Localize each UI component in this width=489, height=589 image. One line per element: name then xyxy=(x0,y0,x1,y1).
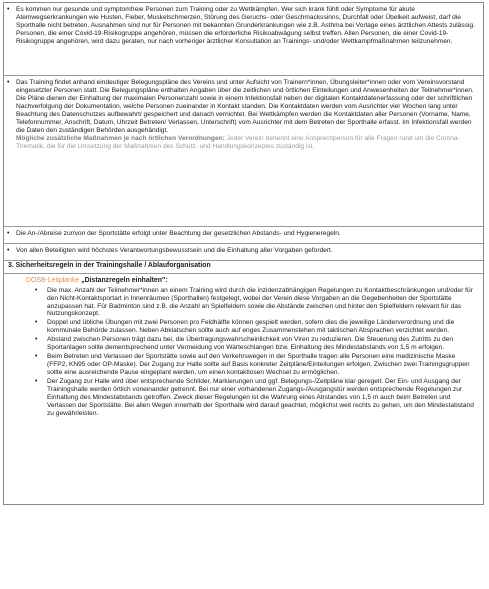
bullet-icon: • xyxy=(35,378,38,386)
bullet-text: Die An-/Abreise zur/von der Sportstätte erfolgt unter Beachtung der gesetzlichen Abstands- und Hygieneregeln. xyxy=(16,230,341,237)
row-travel xyxy=(4,227,483,244)
bullet-text: Der Zugang zur Halle wird über entsprechende Schilder, Markierungen und ggf. Belegungs-/Zeitpläne klar geregelt. Der Ein- und Ausgang der Trainingshalle werden örtlich voneinander getrennt. Bei nur einer vorhandenen Zugangs-/Ausgangstür werden entsprechende Regelungen zur Einhaltung des Mindestabstands getroffen. Zweck dieser Regelungen ist die Wahrung eines Abstandes von 1,5 m auch beim Betreten und Verlassen der Sportstätte. Bei allen Wegen innerhalb der Sporthalle wird darauf geachtet, möglichst weit rechts zu gehen, um den Mindestabstand zu gewährleisten. xyxy=(47,378,474,417)
row-training-plans xyxy=(4,76,483,227)
bullet-text: Die max. Anzahl der Teilnehmer*innen an einem Training wird durch die inzidenzabhängigen Regelungen zu Kontaktbeschränkungen und/oder für den Nicht-Kontaktsportart in Innenräumen (Sporthallen) festgelegt, wobei der Verein diese Vorgaben an die Gegebenheiten der Sportstätte anzupassen hat. Für Badminton sind z.B. die Anzahl an Spielfeldern sowie die Abstände zwischen und hinter den Spielfeldern relevant für das Nutzungskonzept. xyxy=(47,286,473,318)
bullet-icon: • xyxy=(35,319,38,327)
section-subtitle xyxy=(4,277,483,286)
dosb-link[interactable]: DOSB-Leitplanke xyxy=(26,277,80,284)
bullet-training-plans xyxy=(4,79,483,151)
bullet-text: Abstand zwischen Personen trägt dazu bei, die Übertragungswahrscheinlichkeit von Viren zu reduzieren. Die Steuerung des Zutritts zu den Sportanlagen sollte dementsprechend unter Vermeidung von Warteschlangen bzw. Einhaltung des Mindestabstands von 1,5 m erfolgen. xyxy=(47,336,453,352)
inner-bullet xyxy=(4,287,483,319)
grey-note-label: Mögliche zusätzliche Maßnahmen je nach örtlichen Verordnungen: xyxy=(16,134,225,142)
row-section-header xyxy=(4,261,483,274)
bullet-icon: • xyxy=(35,353,38,361)
bullet-icon: • xyxy=(7,6,10,13)
bullet-icon: • xyxy=(7,79,10,86)
bullet-health xyxy=(4,6,483,46)
row-section-content xyxy=(4,277,483,505)
bullet-travel xyxy=(4,230,483,238)
bullet-responsibility xyxy=(4,247,483,255)
bullet-text: Es kommen nur gesunde und symptomfreie Personen zum Training oder zu Wettkämpfen. Wer sich krank fühlt oder Symptome für akute Atemwegserkrankungen wie Husten, Fieber, Muskelschmerzen, Störung des Geruchs- oder Geschmackssinns, Durchfall oder Übelkeit aufweist, darf die Sporthalle nicht betreten. Ausnahmen sind nur für Personen mit bekannten Grunderkrankungen wie z.B. Asthma bei Vorlage eines ärztlichen Attests zulässig. Personen, die einer Covid-19-Risikogruppe angehören, müssen die erforderliche Risikoabwägung selbst treffen. Allen Personen, die einer Covid-19-Risikogruppe angehören, wird dazu geraten, nur nach vorheriger ärztlicher Konsultation an Trainings- und/oder Wettkampfmaßnahmen teilzunehmen. xyxy=(16,6,475,45)
bullet-text: Das Training findet anhand eindeutiger Belegungspläne des Vereins und unter Aufsicht von Trainern*innen, Übungsleiter*innen oder vom Vereinsvorstand eingesetzter Personen statt. Die Belegungspläne enthalten Angaben über die zeitlichen und örtlichen Einteilungen und Anwesenheiten der Teilnehmer*innen. Die Pläne dienen der Einhaltung der maximalen Personenzahl sowie in einem Infektionsfall neben der digitalen Kontaktdatenerfassung oder der schriftlichen Nachverfolgung der Dokumentation, welche Personen zueinander in Kontakt standen. Die Kontaktdaten werden vom Ausrichter vier Wochen lang unter Beachtung des Datenschutzes aufbewahrt/ gespeichert und danach vernichtet. Bei Wettkämpfen werden die Kontaktdaten aller Personen (Vorname, Name, Telefonnummer, Anschrift, Datum, Uhrzeit Betreten/ Verlassen, Unterschrift) vom Ausrichter mit dem Betreten der Sporthalle erfasst. Im Infektionsfall werden die Daten den zuständigen Behörden ausgehändigt. xyxy=(16,79,474,134)
row-responsibility xyxy=(4,244,483,261)
row-health xyxy=(4,3,483,76)
inner-bullet xyxy=(4,336,483,352)
bullet-text: Von allen Beteiligten wird höchstes Verantwortungsbewusstsein und die Einhaltung aller Vorgaben gefordert. xyxy=(16,247,333,254)
inner-bullet xyxy=(4,319,483,335)
rules-table xyxy=(3,2,484,505)
bullet-icon: • xyxy=(7,247,10,254)
bullet-text: Beim Betreten und Verlassen der Sportstätte sowie auf den Verkehrswegen in der Sporthalle tragen alle Personen eine medizinische Maske (FFP2, KN95 oder OP-Maske). Der Zugang zur Halle sollte auf Basis konkreter Zeitpläne/Einteilungen erfolgen. Zwischen zwei Trainingsgruppen sollte eine ausreichende Pause eingeplant werden, um einen kontaktlosen Wechsel zu ermöglichen. xyxy=(47,353,470,377)
bullet-icon: • xyxy=(7,230,10,237)
inner-bullet xyxy=(4,353,483,377)
section-title: 3. Sicherheitsregeln in der Trainingshalle / Ablauforganisation xyxy=(8,262,211,269)
bullet-icon: • xyxy=(35,286,38,294)
grey-note-text: Jeder Verein benennt eine Ansprechperson für alle Fragen rund um die Corona-Thematik, die für die Umsetzung der Maßnahmen des Schutz- und Handlungskonzeptes zuständig ist. xyxy=(16,134,460,150)
bullet-icon: • xyxy=(35,336,38,344)
inner-bullet xyxy=(4,378,483,418)
subtitle-text: „Distanzregeln einhalten": xyxy=(79,277,168,284)
grey-note xyxy=(16,135,479,151)
bullet-text: Doppel und übliche Übungen mit zwei Personen pro Feldhälfte können gespielt werden, sofern dies die jeweilige Länderverordnung und die kommunale Behörde zulassen. Neben Abklatschen sollte auch auf enges Zusammenstehen mit taktischen Absprachen verzichtet werden. xyxy=(47,319,455,335)
